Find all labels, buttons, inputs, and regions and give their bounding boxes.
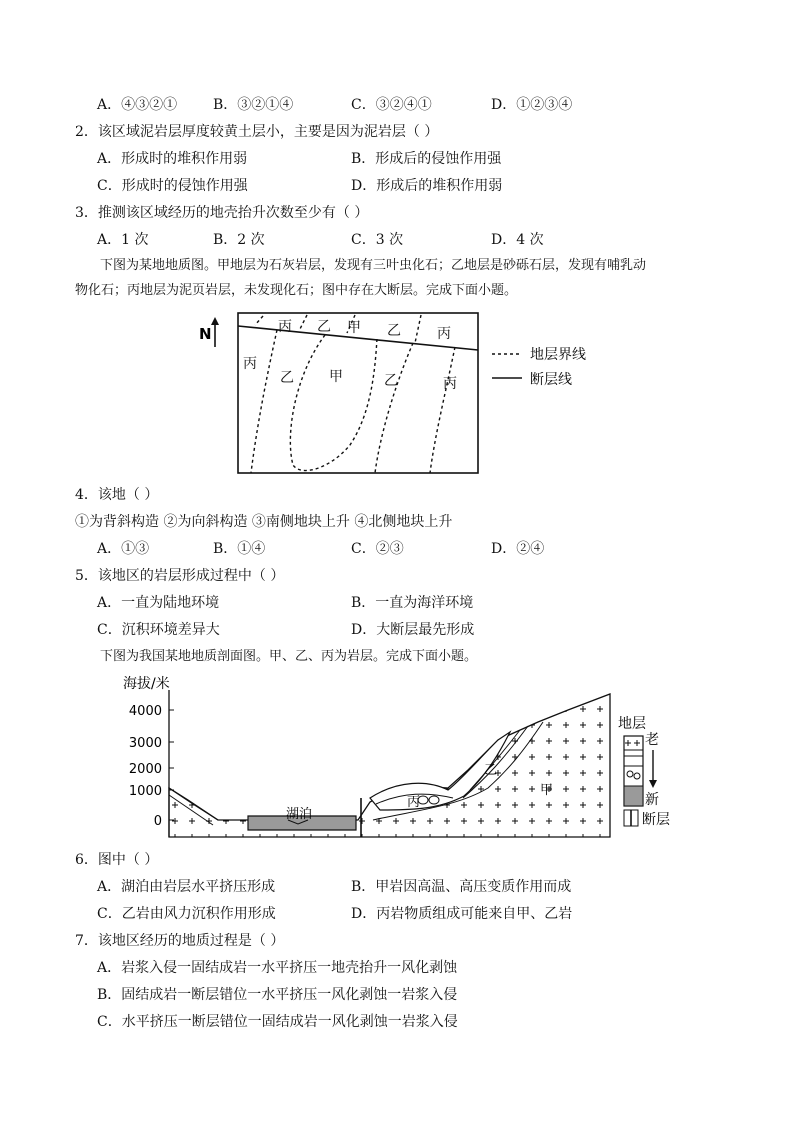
legend-fault-label: 断层线 bbox=[530, 372, 572, 388]
q3-stem: 3．推测该区域经历的地壳抬升次数至少有（ ） bbox=[75, 205, 369, 221]
bing-label: 丙 bbox=[407, 795, 421, 810]
intro-2-line-1: 下图为我国某地地质剖面图。甲、乙、丙为岩层。完成下面小题。 bbox=[100, 649, 478, 664]
q6-option-a: A．湖泊由岩层水平挤压形成 bbox=[97, 879, 276, 895]
map-legend bbox=[492, 346, 586, 388]
q1-option-a: A．④③②① bbox=[97, 97, 178, 113]
q6-option-c: C．乙岩由风力沉积作用形成 bbox=[97, 906, 276, 922]
q3-option-a: A．1 次 bbox=[97, 232, 149, 248]
lake-label: 湖泊 bbox=[286, 807, 313, 822]
q4-choices: ①为背斜构造 ②为向斜构造 ③南侧地块上升 ④北侧地块上升 bbox=[75, 514, 453, 530]
label-bing-bottom-2: 丙 bbox=[443, 376, 457, 392]
label-jia-top: 甲 bbox=[347, 320, 361, 336]
north-arrow bbox=[199, 317, 219, 347]
q6-stem: 6．图中（ ） bbox=[75, 852, 159, 868]
tick-2000: 2000 bbox=[128, 762, 162, 777]
q5-option-a: A．一直为陆地环境 bbox=[97, 595, 220, 611]
stratum-boundaries bbox=[251, 315, 455, 473]
q2-option-d: D．形成后的堆积作用弱 bbox=[351, 178, 503, 194]
tick-3000: 3000 bbox=[128, 736, 162, 751]
q3-option-d: D．4 次 bbox=[491, 232, 544, 248]
label-yi-bottom-2: 乙 bbox=[384, 373, 398, 389]
q7-option-a: A．岩浆入侵一固结成岩一水平挤压一地壳抬升一风化剥蚀 bbox=[97, 960, 458, 976]
q2-option-a: A．形成时的堆积作用弱 bbox=[97, 151, 248, 167]
tick-0: 0 bbox=[153, 814, 162, 829]
q2-stem: 2．该区域泥岩层厚度较黄土层小，主要是因为泥岩层（ ） bbox=[75, 124, 439, 140]
q6-option-b: B．甲岩因高温、高压变质作用而成 bbox=[351, 879, 572, 895]
q4-option-c: C．②③ bbox=[351, 541, 404, 557]
legend-fault-label: 断层 bbox=[642, 812, 670, 828]
profile-legend bbox=[618, 715, 670, 828]
yi-label: 乙 bbox=[484, 763, 498, 778]
q6-option-d: D．丙岩物质组成可能来自甲、乙岩 bbox=[351, 906, 573, 922]
q4-option-d: D．②④ bbox=[491, 541, 545, 557]
legend-old-label: 老 bbox=[645, 732, 659, 748]
q4-option-a: A．①③ bbox=[97, 541, 150, 557]
q7-stem: 7．该地区经历的地质过程是（ ） bbox=[75, 933, 285, 949]
q3-option-b: B．2 次 bbox=[213, 232, 265, 248]
geologic-map-figure bbox=[195, 305, 615, 477]
label-yi-top-1: 乙 bbox=[317, 319, 331, 335]
tick-4000: 4000 bbox=[128, 704, 162, 719]
label-bing-top-2: 丙 bbox=[437, 326, 451, 342]
legend-new-label: 新 bbox=[645, 792, 659, 808]
profile-y-axis bbox=[129, 690, 174, 837]
q3-option-c: C．3 次 bbox=[351, 232, 404, 248]
q2-option-b: B．形成后的侵蚀作用强 bbox=[351, 151, 502, 167]
q4-stem: 4．该地（ ） bbox=[75, 487, 159, 503]
label-yi-top-2: 乙 bbox=[387, 323, 401, 339]
q7-option-c: C．水平挤压一断层错位一固结成岩一风化剥蚀一岩浆入侵 bbox=[97, 1014, 458, 1030]
q5-stem: 5．该地区的岩层形成过程中（ ） bbox=[75, 568, 285, 584]
intro-1-line-1: 下图为某地地质图。甲地层为石灰岩层，发现有三叶虫化石；乙地层是砂砾石层，发现有哺乳动 bbox=[100, 258, 647, 273]
q7-option-b: B．固结成岩一断层错位一水平挤压一风化剥蚀一岩浆入侵 bbox=[97, 987, 458, 1003]
label-jia-bottom: 甲 bbox=[329, 369, 343, 385]
tick-1000: 1000 bbox=[128, 784, 162, 799]
q2-option-c: C．形成时的侵蚀作用强 bbox=[97, 178, 248, 194]
profile-cross-section bbox=[169, 694, 610, 837]
q5-option-b: B．一直为海洋环境 bbox=[351, 595, 474, 611]
q1-option-d: D．①②③④ bbox=[491, 97, 573, 113]
intro-1-line-2: 物化石；丙地层为泥页岩层，未发现化石；图中存在大断层。完成下面小题。 bbox=[75, 283, 518, 298]
q1-option-c: C．③②④① bbox=[351, 97, 432, 113]
q1-option-b: B．③②①④ bbox=[213, 97, 294, 113]
jia-label: 甲 bbox=[540, 783, 554, 798]
q5-option-c: C．沉积环境差异大 bbox=[97, 622, 220, 638]
legend-boundary-label: 地层界线 bbox=[530, 347, 586, 363]
label-bing-bottom-1: 丙 bbox=[243, 356, 257, 372]
label-bing-top-1: 丙 bbox=[278, 319, 292, 335]
profile-y-axis-title: 海拔/米 bbox=[123, 676, 170, 692]
label-yi-bottom-1: 乙 bbox=[280, 370, 294, 386]
geologic-profile-figure bbox=[118, 670, 688, 845]
q5-option-d: D．大断层最先形成 bbox=[351, 622, 475, 638]
legend-stratum-title: 地层 bbox=[618, 716, 646, 732]
q4-option-b: B．①④ bbox=[213, 541, 266, 557]
north-label: N bbox=[199, 325, 212, 343]
